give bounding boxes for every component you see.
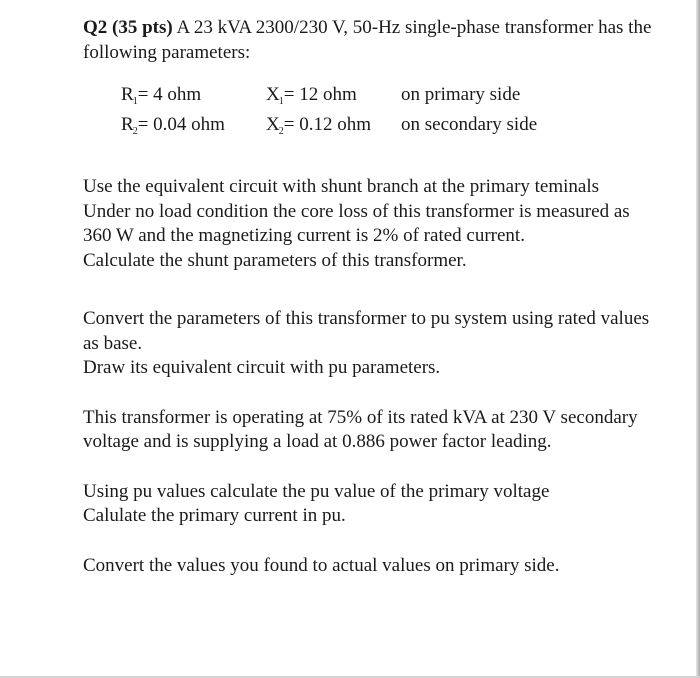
param-side-primary: on primary side [401, 84, 521, 105]
parameter-row-secondary [121, 111, 653, 141]
paragraph-primary-current: Calulate the primary current in pu. [83, 505, 346, 526]
param-x2: X2= 0.12 ohm [266, 114, 371, 137]
paragraph-convert-actual: Convert the values you found to actual values on primary side. [83, 554, 560, 576]
param-x1: X1= 12 ohm [266, 84, 357, 107]
section-convert [83, 554, 653, 579]
question-heading [83, 16, 653, 65]
question-intro: A 23 kVA 2300/230 V, 50-Hz single-phase transformer has the following parameters: [83, 17, 652, 63]
paragraph-calculate-shunt: Calculate the shunt parameters of this transformer. [83, 249, 467, 271]
param-r1: R1= 4 ohm [121, 84, 202, 107]
paragraph-no-load: Under no load condition the core loss of this transformer is measured as 360 W and the magnetizing current is 2% of rated current. [83, 200, 630, 246]
question-document [83, 16, 653, 578]
paragraph-convert-pu: Convert the parameters of this transformer to pu system using rated values as base. [83, 308, 650, 354]
parameter-row-primary [121, 81, 653, 111]
paragraph-draw-circuit: Draw its equivalent circuit with pu parameters. [83, 357, 441, 378]
paragraph-operating-condition: This transformer is operating at 75% of its rated kVA at 230 V secondary voltage and is supplying a load at 0.886 power factor leading. [83, 406, 638, 452]
param-side-secondary: on secondary side [401, 114, 538, 135]
parameter-table [121, 81, 653, 141]
question-label: Q2 (35 pts) [83, 17, 173, 38]
paragraph-equivalent-circuit: Use the equivalent circuit with shunt branch at the primary teminals [83, 176, 600, 197]
section-operating [83, 406, 653, 455]
paragraph-primary-voltage: Using pu values calculate the pu value of the primary voltage [83, 480, 550, 502]
section-pu [83, 307, 653, 381]
param-r2: R2= 0.04 ohm [121, 114, 225, 137]
page-right-edge [696, 0, 700, 678]
section-calculate [83, 480, 653, 529]
section-shunt [83, 175, 653, 273]
